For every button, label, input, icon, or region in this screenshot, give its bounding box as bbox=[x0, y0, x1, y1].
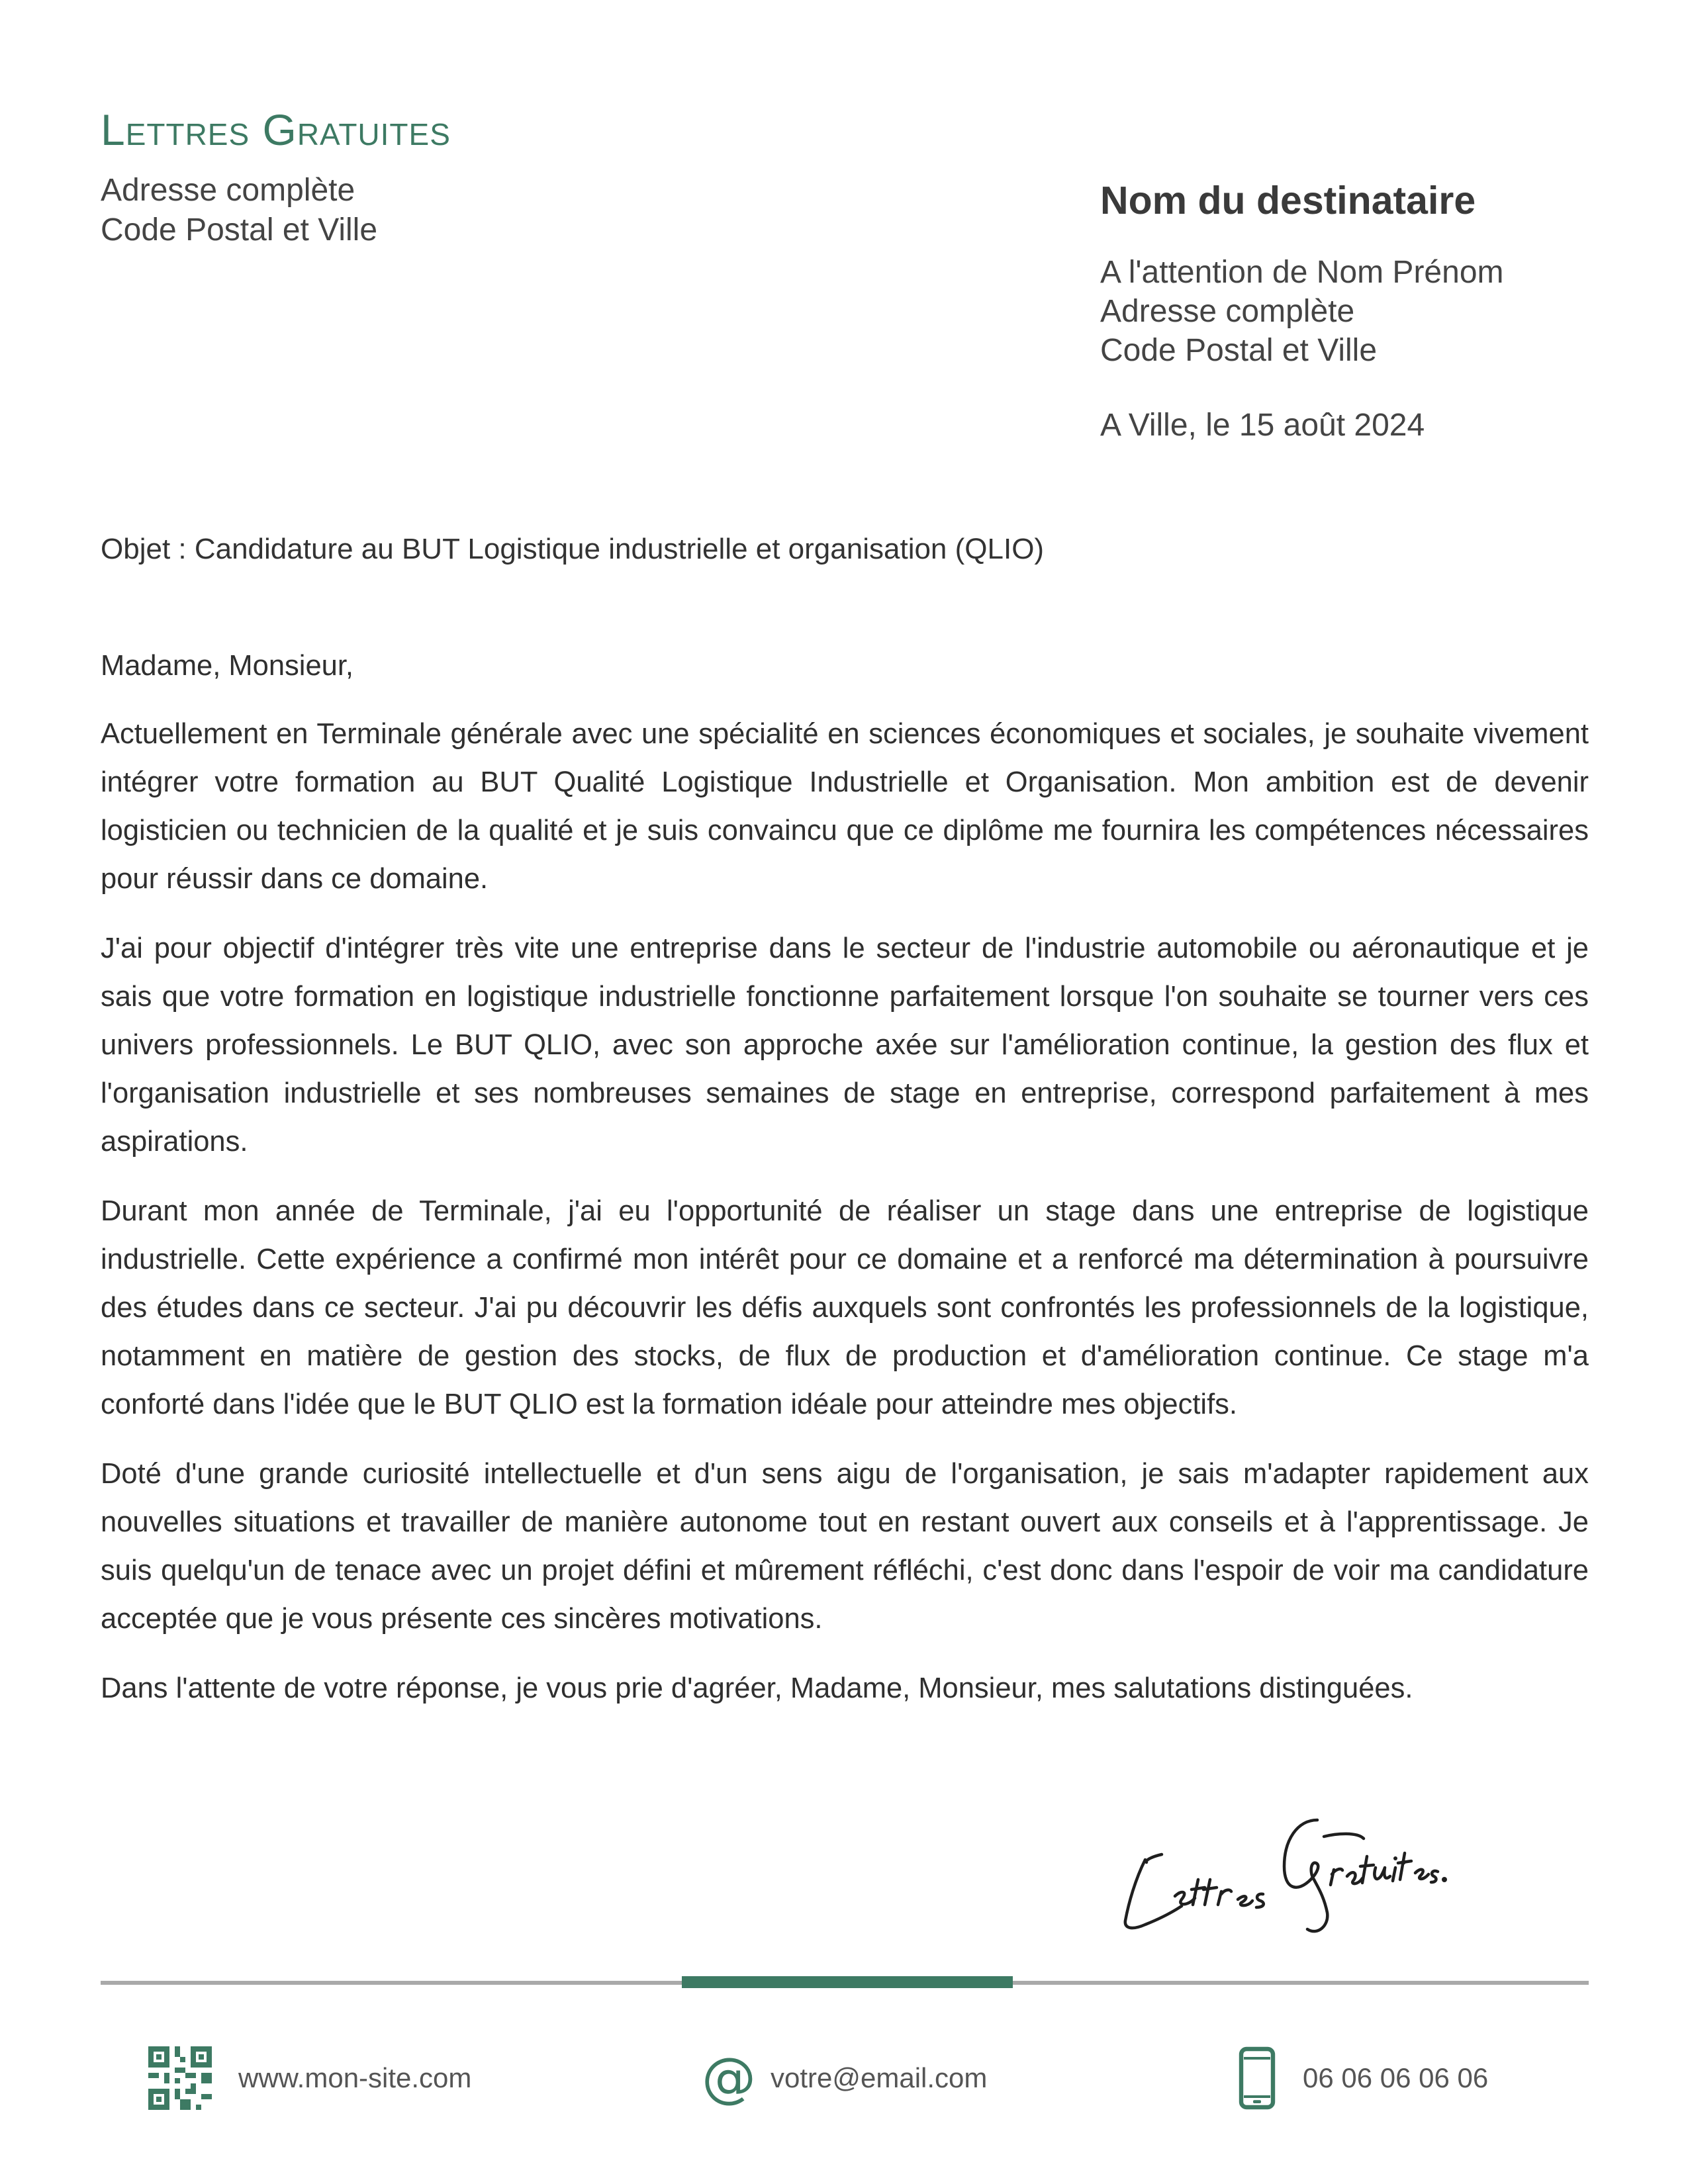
recipient-block bbox=[1100, 177, 1504, 445]
body-paragraph: Actuellement en Terminale générale avec une spécialité en sciences économiques et sociales, je souhaite vivement intégrer votre formation au BUT Qualité Logistique Industrielle et Organisation. Mon ambition est de devenir logisticien ou technicien de la qualité et je suis convaincu que ce diplôme me fournira les compétences nécessaires pour réussir dans ce domaine. bbox=[101, 718, 1589, 895]
footer-email bbox=[702, 2042, 987, 2115]
letter-subject: Objet : Candidature au BUT Logistique industrielle et organisation (QLIO) bbox=[101, 533, 1045, 565]
email-text[interactable]: votre@email.com bbox=[771, 2062, 988, 2093]
handwritten-signature bbox=[1099, 1780, 1450, 1946]
at-icon: @ bbox=[702, 2046, 756, 2109]
footer-website bbox=[148, 2042, 471, 2115]
recipient-address-line2: Code Postal et Ville bbox=[1100, 333, 1378, 368]
qr-code-icon bbox=[148, 2046, 212, 2110]
body-paragraph: Doté d'une grande curiosité intellectuelle et d'un sens aigu de l'organisation, je sais m'adapter rapidement aux nouvelles situations et travailler de manière autonome tout en restant ouvert aux conseils et à l'apprentissage. Je suis quelqu'un de tenace avec un projet défini et mûrement réfléchi, c'est donc dans l'espoir de voir ma candidature acceptée que je vous présente ces sincères motivations. bbox=[101, 1458, 1589, 1635]
footer-phone bbox=[1238, 2042, 1488, 2115]
body-paragraph: J'ai pour objectif d'intégrer très vite une entreprise dans le secteur de l'industrie automobile ou aéronautique et je sais que votre formation en logistique industrielle fonctionne parfaitement lorsque l'on souhaite se tourner vers ces univers professionnels. Le BUT QLIO, avec son approche axée sur l'amélioration continue, la gestion des flux et l'organisation industrielle et ses nombreuses semaines de stage en entreprise, correspond parfaitement à mes aspirations. bbox=[101, 933, 1589, 1158]
recipient-name: Nom du destinataire bbox=[1100, 179, 1476, 222]
sender-address-line1: Adresse complète bbox=[101, 173, 355, 208]
letter-body bbox=[101, 642, 1589, 1734]
salutation: Madame, Monsieur, bbox=[101, 650, 354, 682]
letter-date: A Ville, le 15 août 2024 bbox=[1100, 408, 1425, 443]
brand-title: Lettres Gratuites bbox=[101, 105, 451, 154]
recipient-address bbox=[1100, 253, 1504, 370]
phone-text[interactable]: 06 06 06 06 06 bbox=[1303, 2062, 1489, 2093]
sender-address-line2: Code Postal et Ville bbox=[101, 212, 378, 248]
website-text[interactable]: www.mon-site.com bbox=[238, 2062, 472, 2093]
closing-paragraph: Dans l'attente de votre réponse, je vous prie d'agréer, Madame, Monsieur, mes salutations distinguées. bbox=[101, 1672, 1413, 1704]
footer-divider-accent bbox=[682, 1976, 1013, 1988]
sender-address bbox=[101, 171, 377, 250]
smartphone-icon bbox=[1238, 2046, 1276, 2110]
recipient-address-line1: Adresse complète bbox=[1100, 294, 1355, 329]
body-paragraph: Durant mon année de Terminale, j'ai eu l'opportunité de réaliser un stage dans une entreprise de logistique industrielle. Cette expérience a confirmé mon intérêt pour ce domaine et a renforcé ma détermination à poursuivre des études dans ce secteur. J'ai pu découvrir les défis auxquels sont confrontés les professionnels de la logistique, notamment en matière de gestion des stocks, de flux de production et d'amélioration continue. Ce stage m'a conforté dans l'idée que le BUT QLIO est la formation idéale pour atteindre mes objectifs. bbox=[101, 1195, 1589, 1420]
recipient-attention: A l'attention de Nom Prénom bbox=[1100, 255, 1504, 290]
